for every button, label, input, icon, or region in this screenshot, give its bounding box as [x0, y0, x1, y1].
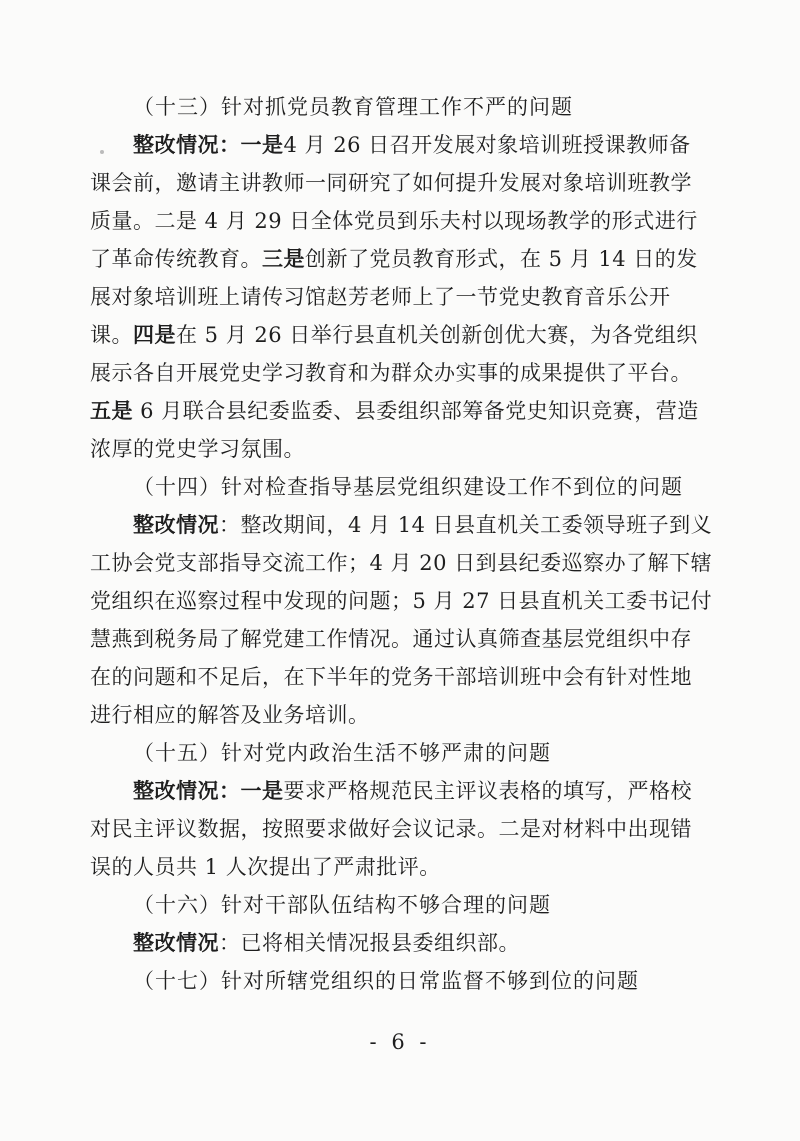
point-marker: 三是 — [262, 246, 305, 271]
paragraph-line: 工协会党支部指导交流工作；4 月 20 日到县纪委巡察办了解下辖 — [90, 551, 713, 575]
section-14-heading: （十四）针对检查指导基层党组织建设工作不到位的问题 — [133, 475, 683, 499]
point-marker: 五是 — [90, 398, 133, 423]
rectification-label: 整改情况 — [133, 930, 219, 955]
paragraph-line: 课会前，邀请主讲教师一同研究了如何提升发展对象培训班教学 — [90, 171, 692, 195]
paragraph-line: 整改情况：整改期间，4 月 14 日县直机关工委领导班子到义 — [133, 512, 713, 537]
paragraph-line: 在的问题和不足后，在下半年的党务干部培训班中会有针对性地 — [90, 665, 692, 689]
paragraph-line: 对民主评议数据，按照要求做好会议记录。二是对材料中出现错 — [90, 817, 692, 841]
paragraph-line: 五是 6 月联合县纪委监委、县委组织部筹备党史知识竞赛，营造 — [90, 398, 699, 423]
section-13-heading: （十三）针对抓党员教育管理工作不严的问题 — [133, 95, 573, 119]
paragraph-line: 整改情况：一是要求严格规范民主评议表格的填写，严格校 — [133, 778, 692, 803]
rectification-label: 整改情况： — [133, 778, 241, 803]
paragraph-line: 党组织在巡察过程中发现的问题；5 月 27 日县直机关工委书记付 — [90, 589, 713, 613]
paragraph-line: 浓厚的党史学习氛围。 — [90, 437, 305, 461]
paragraph-line: 了革命传统教育。三是创新了党员教育形式，在 5 月 14 日的发 — [90, 246, 698, 271]
point-marker: 一是 — [240, 778, 284, 803]
section-13-paragraph — [90, 126, 730, 468]
document-body — [90, 88, 730, 1000]
paragraph-line: 课。四是在 5 月 26 日举行县直机关创新创优大赛，为各党组织 — [90, 322, 698, 347]
section-14-paragraph — [90, 506, 730, 734]
section-16-paragraph — [90, 924, 730, 962]
paragraph-line: 进行相应的解答及业务培训。 — [90, 703, 370, 727]
paragraph-line: 整改情况：一是4 月 26 日召开发展对象培训班授课教师备 — [133, 132, 691, 157]
section-17-heading: （十七）针对所辖党组织的日常监督不够到位的问题 — [133, 969, 639, 993]
rectification-label: 整改情况 — [133, 512, 219, 537]
section-15-paragraph — [90, 772, 730, 886]
page-number: - 6 - — [369, 1030, 431, 1054]
paragraph-line: 慧燕到税务局了解党建工作情况。通过认真筛查基层党组织中存 — [90, 627, 692, 651]
paragraph-line: 展对象培训班上请传习馆赵芳老师上了一节党史教育音乐公开 — [90, 285, 671, 309]
rectification-label: 整改情况： — [133, 132, 241, 157]
paragraph-line: 整改情况：已将相关情况报县委组织部。 — [133, 930, 520, 955]
section-16-heading: （十六）针对干部队伍结构不够合理的问题 — [133, 893, 551, 917]
paragraph-line: 展示各自开展党史学习教育和为群众办实事的成果提供了平台。 — [90, 361, 692, 385]
paragraph-line: 误的人员共 1 人次提出了严肃批评。 — [90, 855, 441, 879]
section-15-heading: （十五）针对党内政治生活不够严肃的问题 — [133, 741, 551, 765]
paragraph-line: 质量。二是 4 月 29 日全体党员到乐夫村以现场教学的形式进行 — [90, 209, 698, 233]
point-marker: 一是 — [240, 132, 284, 157]
point-marker: 四是 — [133, 322, 176, 347]
